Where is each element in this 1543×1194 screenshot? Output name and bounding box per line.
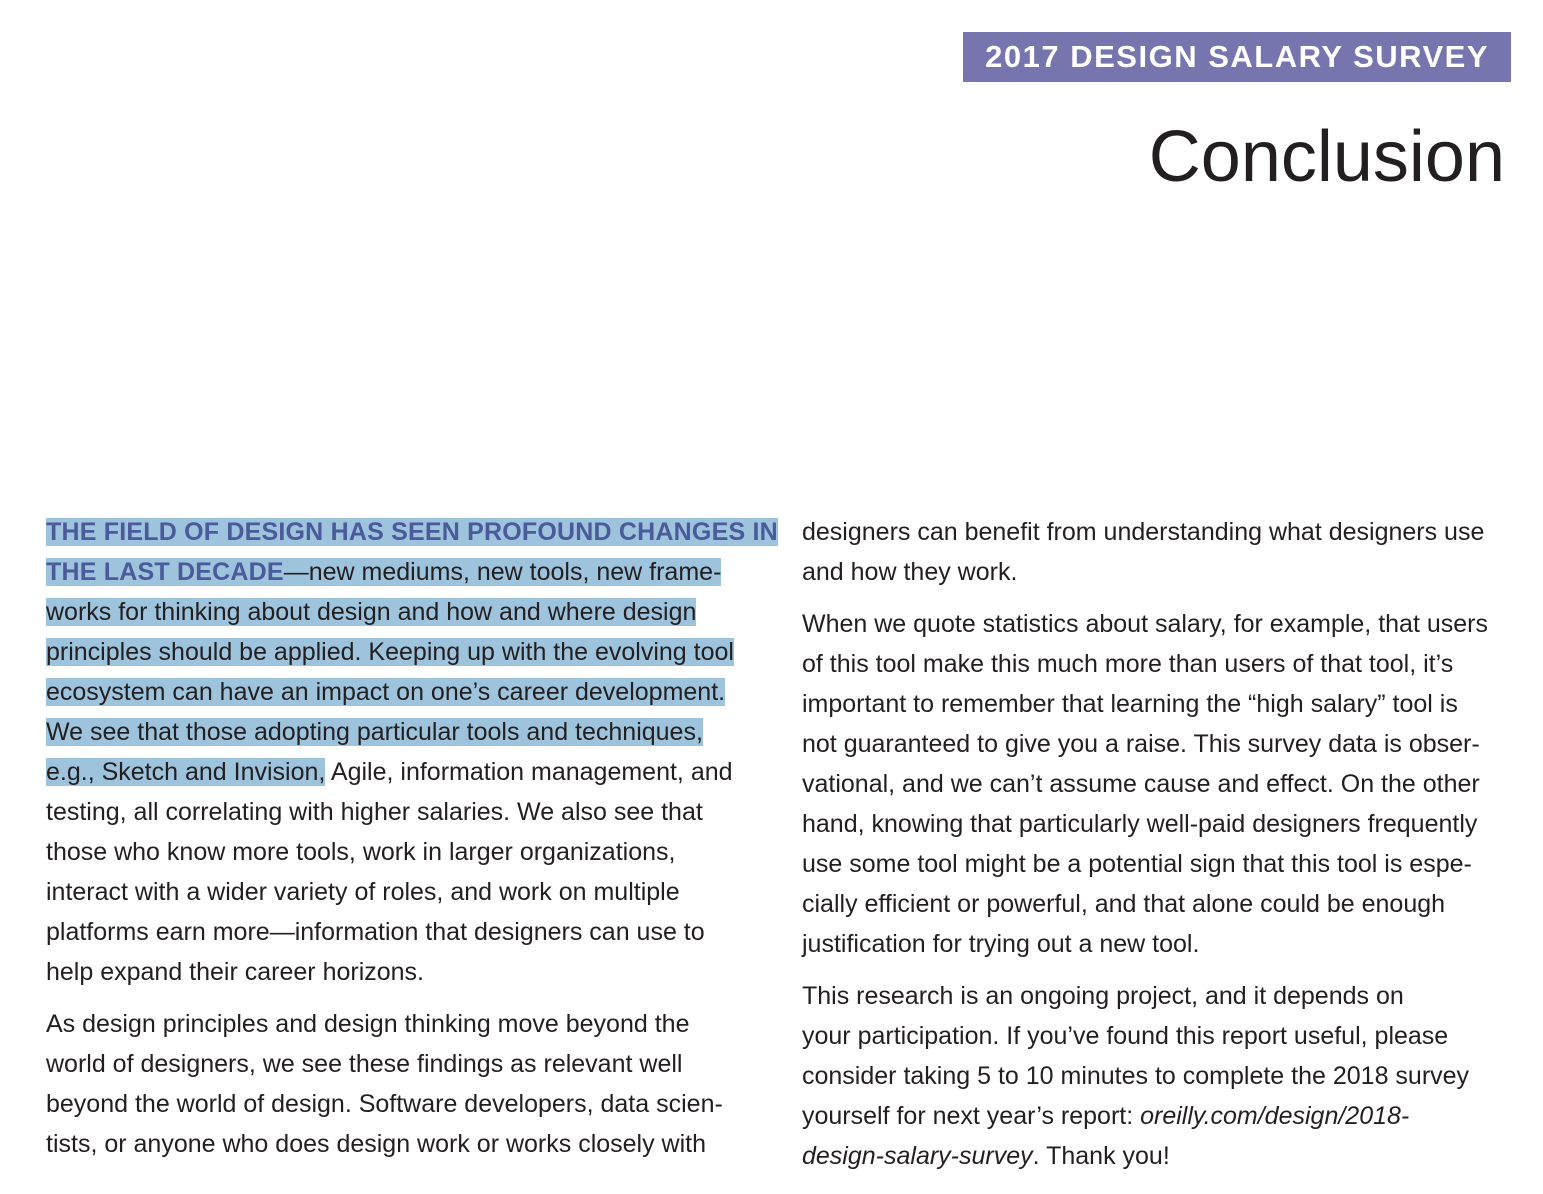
text-line: When we quote statistics about salary, for example, that users <box>802 610 1488 638</box>
text-line: those who know more tools, work in larger organizations, <box>46 838 676 866</box>
text-line <box>46 558 721 586</box>
text-line <box>46 758 733 786</box>
text-line <box>46 518 778 546</box>
text-line <box>46 718 703 746</box>
text-line <box>46 678 725 706</box>
text-line <box>802 1102 1409 1130</box>
page-title: Conclusion <box>1148 117 1505 197</box>
text-line: of this tool make this much more than users of that tool, it’s <box>802 650 1454 678</box>
left-column <box>46 512 778 1176</box>
intro-paragraph[interactable] <box>46 512 778 992</box>
text-line <box>802 1142 1170 1170</box>
text-line: tists, or anyone who does design work or works closely with <box>46 1130 707 1158</box>
text-line: testing, all correlating with higher salaries. We also see that <box>46 798 703 826</box>
text-line: cially efficient or powerful, and that alone could be enough <box>802 890 1446 918</box>
text-line: important to remember that learning the “high salary” tool is <box>802 690 1458 718</box>
text-line: designers can benefit from understanding what designers use <box>802 518 1485 546</box>
text-line: interact with a wider variety of roles, and work on multiple <box>46 878 680 906</box>
relevance-paragraph <box>46 1004 768 1164</box>
text-line <box>46 638 734 666</box>
survey-link[interactable]: oreilly.com/design/2018- <box>1140 1102 1410 1130</box>
text-line: vational, and we can’t assume cause and effect. On the other <box>802 770 1480 798</box>
text-line: justification for trying out a new tool. <box>802 930 1200 958</box>
body-text: Agile, information management, and <box>325 758 733 786</box>
body-text: yourself for next year’s report: <box>802 1102 1141 1130</box>
selected-text[interactable]: ecosystem can have an impact on one’s career development. <box>46 678 726 706</box>
selected-text[interactable]: We see that those adopting particular tools and techniques, <box>46 718 703 746</box>
text-line: and how they work. <box>802 558 1018 586</box>
text-line: platforms earn more—information that designers can use to <box>46 918 705 946</box>
selected-text[interactable]: principles should be applied. Keeping up with the evolving tool <box>46 638 734 666</box>
text-line <box>46 598 696 626</box>
text-line: help expand their career horizons. <box>46 958 425 986</box>
salary-caveat-paragraph <box>802 604 1514 964</box>
survey-banner: 2017 DESIGN SALARY SURVEY <box>963 32 1511 82</box>
text-line: world of designers, we see these findings as relevant well <box>46 1050 683 1078</box>
participation-paragraph <box>802 976 1514 1176</box>
text-line: use some tool might be a potential sign that this tool is espe- <box>802 850 1472 878</box>
continuation-paragraph <box>802 512 1514 592</box>
thank-you-text: . Thank you! <box>1032 1142 1170 1170</box>
text-line: beyond the world of design. Software developers, data scien- <box>46 1090 723 1118</box>
selected-text[interactable]: e.g., Sketch and Invision, <box>46 758 326 786</box>
text-line: your participation. If you’ve found this report useful, please <box>802 1022 1449 1050</box>
selected-text[interactable]: —new mediums, new tools, new frame- <box>283 558 722 586</box>
text-line: consider taking 5 to 10 minutes to complete the 2018 survey <box>802 1062 1470 1090</box>
text-line: This research is an ongoing project, and it depends on <box>802 982 1404 1010</box>
text-line: As design principles and design thinking move beyond the <box>46 1010 690 1038</box>
right-column <box>802 512 1514 1188</box>
text-line: hand, knowing that particularly well-paid designers frequently <box>802 810 1478 838</box>
lead-in-heading[interactable]: THE LAST DECADE <box>46 558 284 586</box>
text-line: not guaranteed to give you a raise. This survey data is obser- <box>802 730 1480 758</box>
survey-link[interactable]: design-salary-survey <box>802 1142 1033 1170</box>
selected-text[interactable]: works for thinking about design and how and where design <box>46 598 697 626</box>
lead-in-heading[interactable]: THE FIELD OF DESIGN HAS SEEN PROFOUND CHANGES IN <box>46 518 778 546</box>
